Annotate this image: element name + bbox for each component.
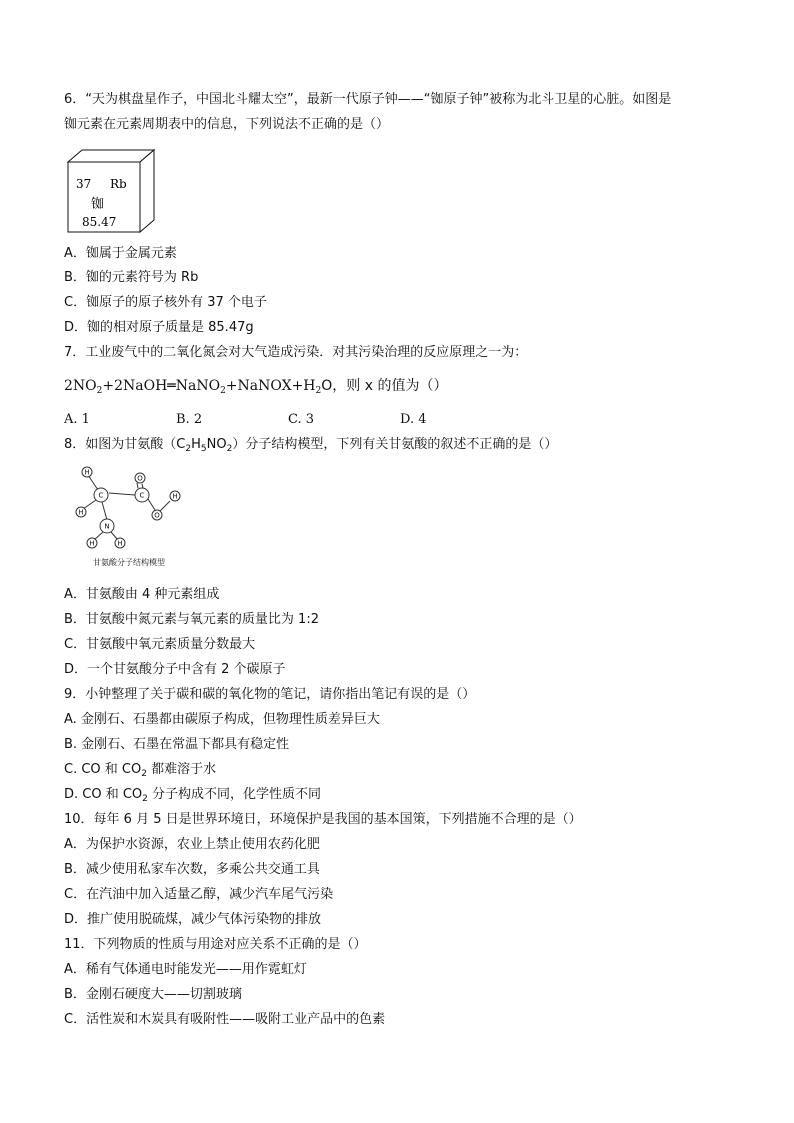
rubidium-element-card xyxy=(66,148,156,236)
eq-part: +NaNOX+H xyxy=(225,378,316,394)
q10-stem: 10．每年 6 月 5 日是世界环境日，环境保护是我国的基本国策，下列措施不合理的是（） xyxy=(64,812,582,827)
element-symbol: Rb xyxy=(110,177,127,191)
q7-option-c: C. 3 xyxy=(288,412,315,427)
atom-label-h: H xyxy=(172,492,178,501)
q6-stem-line2: 铷元素在元素周期表中的信息，下列说法不正确的是（） xyxy=(64,117,390,132)
atom-label-h: H xyxy=(89,539,95,548)
stem-part: NO xyxy=(206,437,227,452)
q10-option-a: A．为保护水资源，农业上禁止使用农药化肥 xyxy=(64,837,320,852)
option-part: 都难溶于水 xyxy=(146,762,217,777)
q9-option-d xyxy=(64,785,321,809)
eq-part: 2NO xyxy=(64,378,97,394)
q8-option-a: A．甘氨酸由 4 种元素组成 xyxy=(64,587,220,602)
q10-option-b: B．减少使用私家车次数，多乘公共交通工具 xyxy=(64,862,320,877)
eq-subscript: 2 xyxy=(220,386,226,396)
q6-stem-line1: 6．“天为棋盘星作子，中国北斗耀太空”，最新一代原子钟——“铷原子钟”被称为北斗卫星的心脏。如图是 xyxy=(64,92,672,107)
q7-option-d: D. 4 xyxy=(400,412,427,427)
eq-subscript: 2 xyxy=(96,386,103,396)
element-atomic-mass: 85.47 xyxy=(82,215,117,229)
q7-options xyxy=(64,410,504,430)
atom-label-h: H xyxy=(84,468,90,477)
q9-stem: 9．小钟整理了关于碳和碳的氧化物的笔记，请你指出笔记有误的是（） xyxy=(64,687,476,702)
q11-option-a: A．稀有气体通电时能发光——用作霓虹灯 xyxy=(64,962,307,977)
q11-stem: 11．下列物质的性质与用途对应关系不正确的是（） xyxy=(64,937,367,952)
q6-option-c: C．铷原子的原子核外有 37 个电子 xyxy=(64,295,267,310)
option-subscript: 2 xyxy=(142,794,148,804)
atom-label-h: H xyxy=(117,539,123,548)
option-part: C. CO 和 CO xyxy=(64,762,142,777)
eq-part: +2NaOH═NaNO xyxy=(102,378,221,394)
q7-stem: 7．工业废气中的二氧化氮会对大气造成污染．对其污染治理的反应原理之一为： xyxy=(64,345,528,360)
option-part: 分子构成不同，化学性质不同 xyxy=(147,787,322,802)
atom-label-o: O xyxy=(137,474,143,483)
q11-option-b: B．金刚石硬度大——切割玻璃 xyxy=(64,987,242,1002)
q7-equation xyxy=(64,376,447,401)
q8-stem xyxy=(64,435,557,459)
q10-option-d: D．推广使用脱硫煤，减少气体污染物的排放 xyxy=(64,912,322,927)
q9-option-a: A. 金刚石、石墨都由碳原子构成，但物理性质差异巨大 xyxy=(64,712,380,727)
atom-label-c: C xyxy=(139,491,145,500)
atom-label-n: N xyxy=(104,522,110,531)
q6-option-a: A．铷属于金属元素 xyxy=(64,246,177,261)
element-atomic-number: 37 xyxy=(76,177,92,191)
stem-part: ）分子结构模型，下列有关甘氨酸的叙述不正确的是（） xyxy=(232,437,558,452)
element-name: 铷 xyxy=(91,197,105,212)
eq-subscript: 2 xyxy=(315,386,322,396)
glycine-molecule-model xyxy=(66,462,196,554)
stem-subscript: 2 xyxy=(185,444,192,454)
molecule-caption: 甘氨酸分子结构模型 xyxy=(93,558,165,567)
q10-option-c: C．在汽油中加入适量乙醇，减少汽车尾气污染 xyxy=(64,887,334,902)
q9-option-c xyxy=(64,760,216,784)
option-subscript: 2 xyxy=(141,769,147,779)
option-part: D. CO 和 CO xyxy=(64,787,143,802)
stem-subscript: 2 xyxy=(226,444,233,454)
q8-option-c: C．甘氨酸中氧元素质量分数最大 xyxy=(64,637,256,652)
stem-part: 8．如图为甘氨酸（C xyxy=(64,437,186,452)
atom-label-h: H xyxy=(78,508,84,517)
stem-subscript: 5 xyxy=(200,444,207,454)
atom-label-o: O xyxy=(154,511,160,520)
stem-part: H xyxy=(191,437,201,452)
q9-option-b: B. 金刚石、石墨在常温下都具有稳定性 xyxy=(64,737,290,752)
q7-option-b: B. 2 xyxy=(176,412,203,427)
q6-option-b: B．铷的元素符号为 Rb xyxy=(64,270,199,285)
q8-option-d: D．一个甘氨酸分子中含有 2 个碳原子 xyxy=(64,662,286,677)
atom-label-c: C xyxy=(98,491,104,500)
q6-option-d: D．铷的相对原子质量是 85.47g xyxy=(64,320,254,335)
q11-option-c: C．活性炭和木炭具有吸附性——吸附工业产品中的色素 xyxy=(64,1012,386,1027)
q8-option-b: B．甘氨酸中氮元素与氧元素的质量比为 1:2 xyxy=(64,612,319,627)
q7-option-a: A. 1 xyxy=(64,412,90,427)
eq-part: O，则 x 的值为（） xyxy=(321,378,448,394)
